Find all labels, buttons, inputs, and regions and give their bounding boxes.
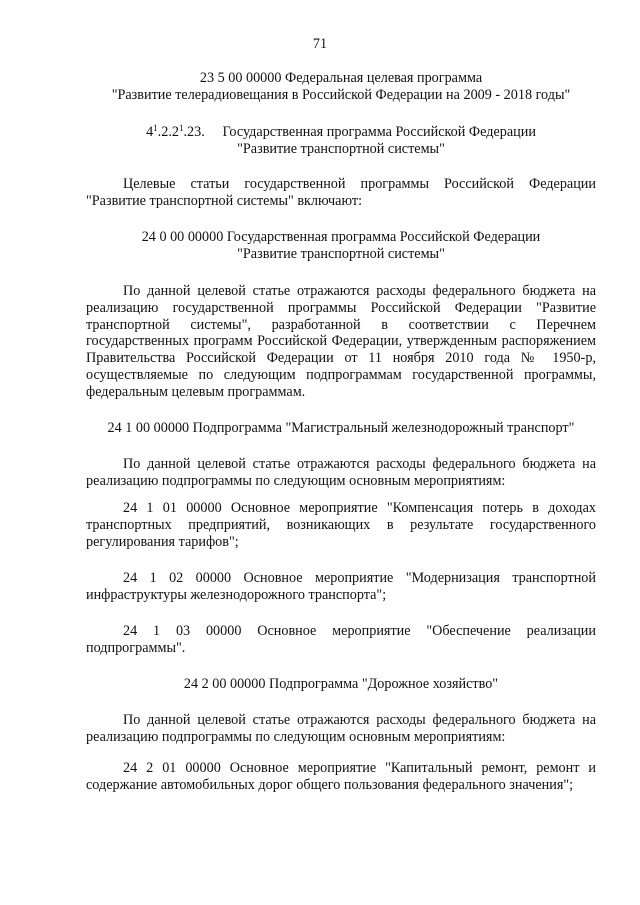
section-title-line2: "Развитие транспортной системы" (237, 140, 445, 157)
program-heading-line1: 24 0 00 00000 Государственная программа Российской Федерации (141, 229, 541, 245)
rail-item-2: 24 1 02 00000 Основное мероприятие "Модернизация транспортной инфраструктуры железнодорожного транспорта"; (86, 570, 596, 603)
page-number: 71 (312, 36, 328, 52)
section-number: $4^1.2.2^1.23$. (146, 123, 205, 140)
intro-paragraph: Целевые статьи государственной программы Российской Федерации "Развитие транспортной системы" включают: (86, 176, 596, 209)
subprogram-roads-heading: 24 2 00 00000 Подпрограмма "Дорожное хозяйство" (183, 676, 499, 692)
program-paragraph: По данной целевой статье отражаются расходы федерального бюджета на реализацию государственной программы Российской Федерации "Развитие транспортной системы", разработанной в соответствии с Перечнем государственных программ Российской Федерации, утвержденным распоряжением Правительства Российской Федерации от 11 ноября 2010 года № 1950-р, осуществляемые по следующим подпрограммам государственной программы, федеральным целевым программам. (86, 283, 596, 400)
fcp-heading-line2: "Развитие телерадиовещания в Российской Федерации на 2009 - 2018 годы" (111, 86, 571, 103)
fcp-heading-line1: 23 5 00 00000 Федеральная целевая программа (199, 70, 483, 86)
subprogram-rail-heading: 24 1 00 00000 Подпрограмма "Магистральный железнодорожный транспорт" (107, 420, 575, 436)
section-heading (86, 124, 596, 158)
subprogram-roads-paragraph: По данной целевой статье отражаются расходы федерального бюджета на реализацию подпрограммы по следующим основным мероприятиям: (86, 712, 596, 745)
rail-item-3: 24 1 03 00000 Основное мероприятие "Обеспечение реализации подпрограммы". (86, 623, 596, 656)
fcp-heading (86, 70, 596, 104)
section-heading-line1 (86, 124, 596, 141)
rail-item-1: 24 1 01 00000 Основное мероприятие "Компенсация потерь в доходах транспортных предприятий, возникающих в результате государственного регулирования тарифов"; (86, 500, 596, 550)
section-title-line1: Государственная программа Российской Федерации (222, 124, 536, 140)
subprogram-rail-paragraph: По данной целевой статье отражаются расходы федерального бюджета на реализацию подпрограммы по следующим основным мероприятиям: (86, 456, 596, 489)
program-heading (86, 229, 596, 263)
program-heading-line2: "Развитие транспортной системы" (237, 245, 445, 262)
roads-item-1: 24 2 01 00000 Основное мероприятие "Капитальный ремонт, ремонт и содержание автомобильных дорог общего пользования федерального значения"; (86, 760, 596, 793)
